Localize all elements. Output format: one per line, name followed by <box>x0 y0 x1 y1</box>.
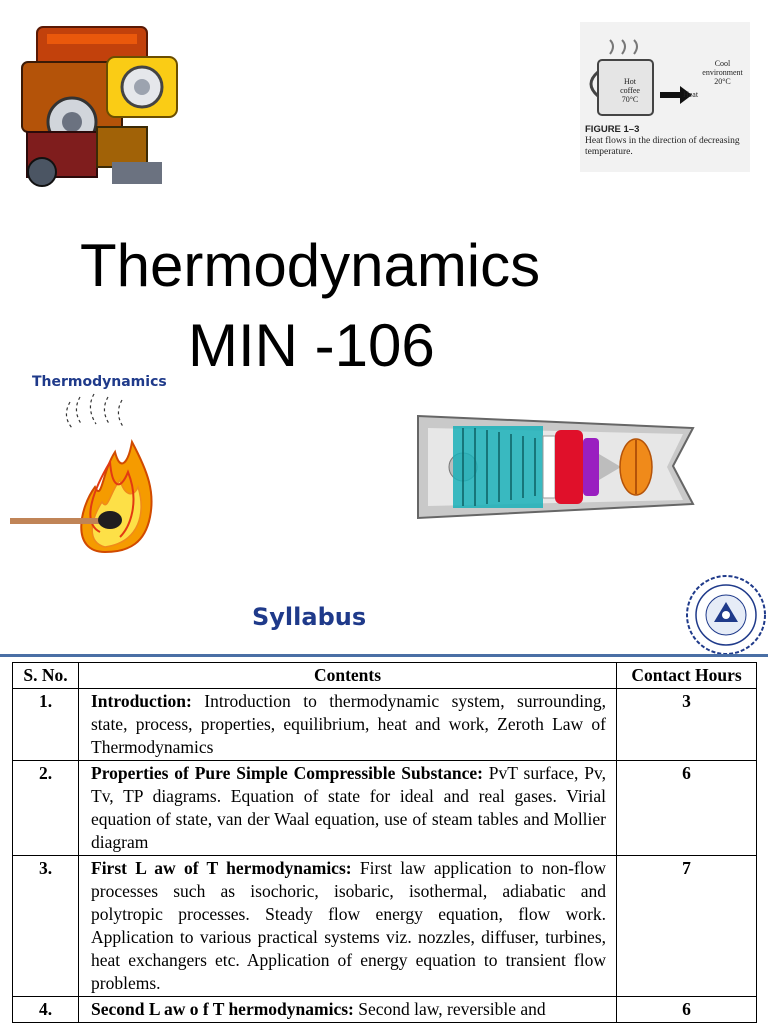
row-sno: 4. <box>13 997 79 1023</box>
table-header-row <box>13 663 757 689</box>
row-sno: 1. <box>13 689 79 761</box>
environment-label: Cool environment 20°C <box>702 59 743 86</box>
heat-arrow-label: Heat <box>682 90 699 99</box>
row-description: Second law, reversible and <box>353 999 546 1019</box>
row-description: PvT surface, Pv, Tv, TP diagrams. Equation of state for ideal and real gases. Virial equation of state, van der Waal equation, use of steam tables and Mollier diagram <box>91 763 606 852</box>
row-description: First law application to non-flow processes such as isochoric, isobaric, isothermal, adiabatic and polytropic processes. Steady flow energy equation, flow work. Application to various practical systems viz. nozzles, diffuser, turbines, heat exchangers etc. Application of energy equation to transient flow problems. <box>91 858 606 993</box>
turbine-cutaway-image <box>393 404 711 530</box>
row-description: Introduction to thermodynamic system, surrounding, state, process, properties, equilibrium, heat and work, Zeroth Law of Thermodynamics <box>91 691 606 757</box>
row-contents <box>79 856 617 997</box>
thermodynamics-label: Thermodynamics <box>32 374 167 390</box>
engine-illustration <box>12 22 187 197</box>
row-hours: 3 <box>617 689 757 761</box>
burning-match-icon <box>10 392 175 557</box>
row-sno: 3. <box>13 856 79 997</box>
figure-caption-text: Heat flows in the direction of decreasing temperature. <box>585 136 740 157</box>
table-row <box>13 997 757 1023</box>
row-topic: Second L aw o f T hermodynamics: <box>91 999 354 1019</box>
header-contents: Contents <box>79 663 617 689</box>
row-topic: First L aw of T hermodynamics: <box>91 858 352 878</box>
table-row <box>13 856 757 997</box>
row-contents <box>79 689 617 761</box>
institute-seal-logo <box>685 574 767 656</box>
figure-caption-label: FIGURE 1–3 <box>585 124 640 135</box>
row-topic: Introduction: <box>91 691 192 711</box>
row-contents <box>79 997 617 1023</box>
header-sno: S. No. <box>13 663 79 689</box>
header-contact-hours: Contact Hours <box>617 663 757 689</box>
slide-title: Thermodynamics <box>80 232 541 299</box>
course-code: MIN -106 <box>188 312 435 379</box>
row-hours: 6 <box>617 761 757 856</box>
header-rule <box>0 654 768 657</box>
table-row <box>13 689 757 761</box>
syllabus-table <box>12 662 757 1023</box>
syllabus-heading: Syllabus <box>252 603 367 631</box>
figure-caption <box>585 124 755 158</box>
row-sno: 2. <box>13 761 79 856</box>
cup-temperature-label: Hot coffee 70°C <box>620 77 640 104</box>
row-topic: Properties of Pure Simple Compressible Substance: <box>91 763 483 783</box>
row-hours: 7 <box>617 856 757 997</box>
row-contents <box>79 761 617 856</box>
row-hours: 6 <box>617 997 757 1023</box>
table-row <box>13 761 757 856</box>
